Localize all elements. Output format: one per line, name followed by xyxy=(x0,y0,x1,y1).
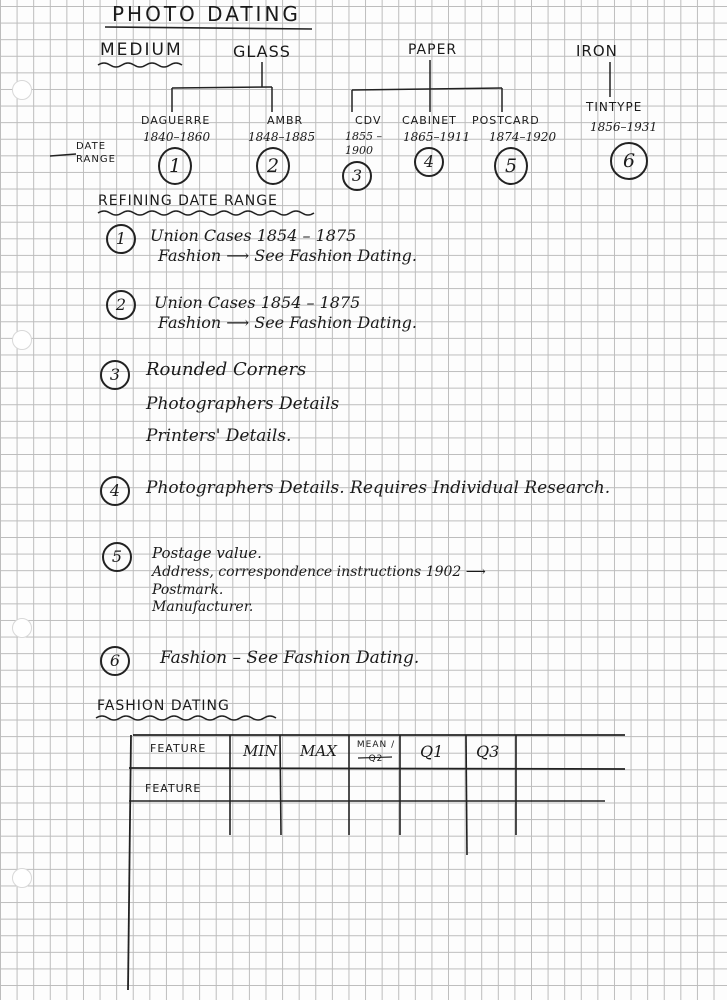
refining-line: Photographers Details. Requires Individual Research. xyxy=(146,478,611,498)
table-header-q3: Q3 xyxy=(476,742,500,761)
medium-paper: PAPER xyxy=(408,42,458,58)
table-row-feature: FEATURE xyxy=(145,782,202,795)
type-range: 1855 –1900 xyxy=(345,130,382,157)
medium-label: MEDIUM xyxy=(100,40,183,60)
refining-number: 1 xyxy=(106,224,136,254)
type-number-circle: 3 xyxy=(342,161,372,191)
refining-line: Postmark. xyxy=(152,582,224,598)
refining-line: Address, correspondence instructions 1902 ⟶ xyxy=(152,564,486,580)
type-name: CDV xyxy=(355,114,382,127)
medium-iron: IRON xyxy=(576,42,618,60)
table-header-min: MIN xyxy=(243,742,278,760)
type-range: 1874–1920 xyxy=(489,130,557,144)
type-number-circle: 1 xyxy=(158,147,192,185)
type-range: 1848–1885 xyxy=(248,130,316,144)
refining-number: 3 xyxy=(100,360,130,390)
type-number-circle: 5 xyxy=(494,147,528,185)
refining-line: Fashion – See Fashion Dating. xyxy=(160,648,420,668)
refining-line: Fashion ⟶ See Fashion Dating. xyxy=(158,246,417,265)
refining-line: Fashion ⟶ See Fashion Dating. xyxy=(158,313,417,332)
type-range: 1865–1911 xyxy=(403,130,471,144)
type-number-circle: 4 xyxy=(414,147,444,177)
type-name: CABINET xyxy=(402,114,457,127)
page-title: PHOTO DATING xyxy=(112,2,301,26)
type-name: DAGUERRE xyxy=(141,114,211,127)
type-range: 1840–1860 xyxy=(143,130,211,144)
table-header-max: MAX xyxy=(300,742,337,760)
table-header-feature: FEATURE xyxy=(150,742,207,755)
table-header-q1: Q1 xyxy=(420,742,444,761)
refining-number: 6 xyxy=(100,646,130,676)
refining-heading: REFINING DATE RANGE xyxy=(98,193,278,209)
medium-glass: GLASS xyxy=(233,42,291,61)
refining-line: Union Cases 1854 – 1875 xyxy=(154,293,361,312)
refining-number: 4 xyxy=(100,476,130,506)
type-number-circle: 6 xyxy=(610,142,648,180)
refining-line: Union Cases 1854 – 1875 xyxy=(150,226,357,245)
refining-line: Manufacturer. xyxy=(152,599,254,615)
refining-line: Photographers Details xyxy=(146,394,340,414)
date-range-label: DATE RANGE xyxy=(76,141,116,165)
refining-line: Postage value. xyxy=(152,544,262,562)
fashion-heading: FASHION DATING xyxy=(97,698,230,714)
type-name: AMBR xyxy=(267,114,304,127)
type-number-circle: 2 xyxy=(256,147,290,185)
refining-number: 2 xyxy=(106,290,136,320)
refining-line: Rounded Corners xyxy=(146,359,307,380)
type-name: POSTCARD xyxy=(472,114,540,127)
refining-number: 5 xyxy=(102,542,132,572)
type-range: 1856–1931 xyxy=(590,120,658,134)
table-header-mean: MEAN / Q2 xyxy=(356,740,396,764)
refining-line: Printers' Details. xyxy=(146,426,292,446)
type-name: TINTYPE xyxy=(586,100,643,114)
